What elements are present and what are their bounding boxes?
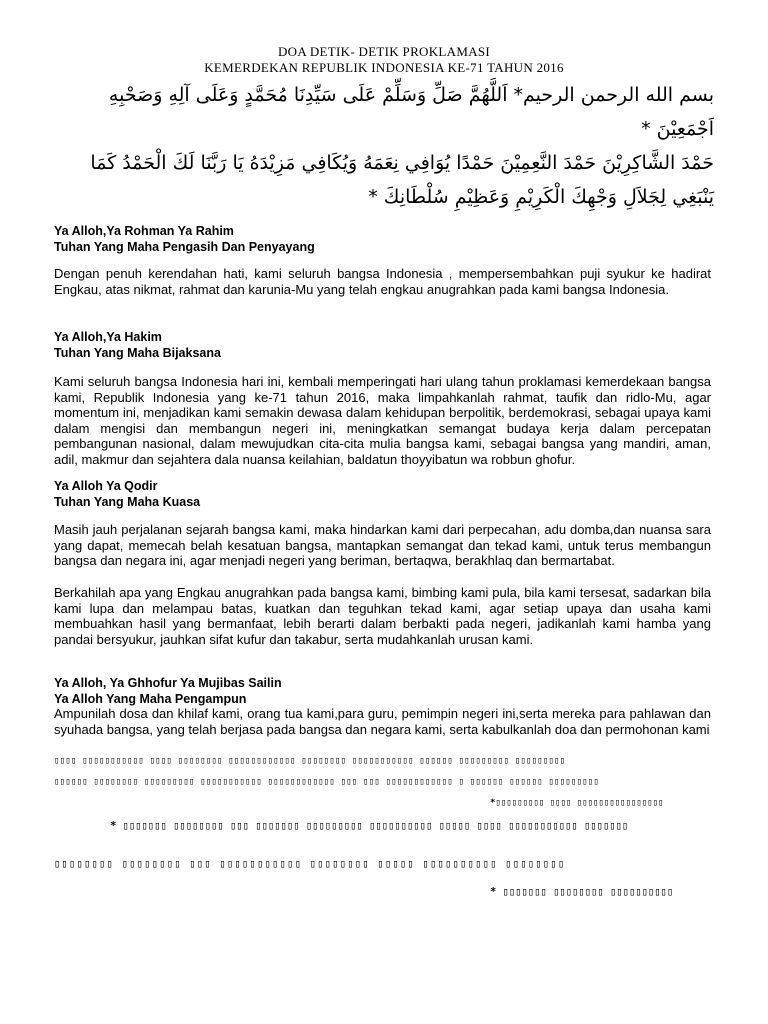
section-4-subheading: Ya Alloh Yang Maha Pengampun: [54, 692, 247, 706]
garbled-text-line-2: ▯▯▯▯▯▯ ▯▯▯▯▯▯▯▯ ▯▯▯▯▯▯▯▯▯ ▯▯▯▯▯▯▯▯▯▯▯ ▯▯▯▯▯▯▯▯▯▯▯▯ ▯▯▯ ▯▯▯ ▯▯▯▯▯▯▯▯▯▯▯▯ ▯ ▯▯▯▯▯▯ ▯▯▯▯▯▯ ▯▯▯▯▯▯▯▯▯: [54, 777, 599, 787]
garbled-text-line-6: * ▯▯▯▯▯▯▯ ▯▯▯▯▯▯▯▯ ▯▯▯▯▯▯▯▯▯▯: [490, 886, 674, 898]
document-title-line-2: KEMERDEKAN REPUBLIK INDONESIA KE-71 TAHUN 2016: [204, 60, 564, 75]
section-1-subheading: Tuhan Yang Maha Pengasih Dan Penyayang: [54, 240, 315, 254]
arabic-line-1: بسم الله الرحمن الرحيم* اَللَّهُمَّ صَلِّ وَسَلِّمْ عَلَى سَيِّدِنَا مُحَمَّدٍ وَعَلَى آلِهِ وَصَحْبِهِ: [108, 84, 714, 106]
section-3-subheading: Tuhan Yang Maha Kuasa: [54, 495, 201, 509]
section-3-paragraph-2: Berkahilah apa yang Engkau anugrahkan pada bangsa kami, bimbing kami pula, bila kami tersesat, sadarkan bila kami lupa dan melampau batas, kuatkan dan teguhkan tekad kami, agar setiap upaya dan usaha kami membuahkan hasil yang bermanfaat, lebih berarti dalam berbakti pada negeri, jadikanlah kami hamba yang pandai bersyukur, jauhkan sifat kufur dan takabur, serta mudahkanlah urusan kami.: [54, 585, 711, 647]
section-2-subheading: Tuhan Yang Maha Bijaksana: [54, 346, 221, 360]
garbled-text-line-4: * ▯▯▯▯▯▯▯ ▯▯▯▯▯▯▯▯ ▯▯▯ ▯▯▯▯▯▯▯ ▯▯▯▯▯▯▯▯▯ ▯▯▯▯▯▯▯▯▯▯ ▯▯▯▯▯ ▯▯▯▯ ▯▯▯▯▯▯▯▯▯▯▯ ▯▯▯▯▯▯▯: [110, 820, 629, 832]
section-3-paragraph-1: Masih jauh perjalanan sejarah bangsa kami, maka hindarkan kami dari perpecahan, adu domba,dan nuansa sara yang dapat, memecah belah kesatuan bangsa, mantapkan semangat dan tekad kami, untuk terus membangun bangsa dan negara ini, agar menjadi negeri yang beriman, bertaqwa, berakhlaq dan bermartabat.: [54, 522, 711, 569]
garbled-text-line-3: *▯▯▯▯▯▯▯▯▯ ▯▯▯▯ ▯▯▯▯▯▯▯▯▯▯▯▯▯▯▯▯: [490, 798, 664, 808]
section-2-paragraph: Kami seluruh bangsa Indonesia hari ini, kembali memperingati hari ulang tahun proklamasi kemerdekaan bangsa kami, Republik Indonesia yang ke-71 tahun 2016, maka limpahkanlah rahmat, taufik dan ridlo-Mu, agar momentum ini, menjadikan kami semakin dewasa dalam kehidupan berpolitik, berdemokrasi, sebagai upaya kami dalam mengisi dan membangun negeri ini, meningkatkan semangat budaya kerja dalam percepatan pembangunan nasional, dalam mewujudkan cita-cita mulia bangsa kami, sebagai bangsa yang mandiri, aman, adil, makmur dan sejahtera dala nuansa keilahian, baldatun thoyyibatun wa robbun ghofur.: [54, 374, 711, 467]
section-4-heading: Ya Alloh, Ya Ghhofur Ya Mujibas Sailin: [54, 676, 282, 690]
section-4-paragraph: Ampunilah dosa dan khilaf kami, orang tua kami,para guru, pemimpin negeri ini,serta mereka para pahlawan dan syuhada bangsa, yang telah berjasa pada bangsa dan negara kami, serta kabulkanlah doa dan permohonan kami: [54, 706, 711, 737]
garbled-text-line-5: ▯▯▯▯▯▯▯▯ ▯▯▯▯▯▯▯▯ ▯▯▯ ▯▯▯▯▯▯▯▯▯▯▯ ▯▯▯▯▯▯▯▯ ▯▯▯▯▯ ▯▯▯▯▯▯▯▯▯▯ ▯▯▯▯▯▯▯▯: [54, 858, 566, 870]
section-3-heading: Ya Alloh Ya Qodir: [54, 479, 158, 493]
arabic-line-3: حَمْدَ الشَّاكِرِيْنَ حَمْدَ النَّعِمِيْنَ حَمْدًا يُوَافِي نِعَمَهُ وَيُكَافِي مَزِيْدَهُ يَا رَبَّنَا لَكَ الْحَمْدُ كَمَا: [90, 152, 714, 174]
section-2-heading: Ya Alloh,Ya Hakim: [54, 330, 162, 344]
garbled-text-line-1: ▯▯▯▯ ▯▯▯▯▯▯▯▯▯▯▯ ▯▯▯▯ ▯▯▯▯▯▯▯▯ ▯▯▯▯▯▯▯▯▯▯▯▯ ▯▯▯▯▯▯▯▯ ▯▯▯▯▯▯▯▯▯▯▯ ▯▯▯▯▯▯ ▯▯▯▯▯▯▯▯▯ ▯▯▯▯▯▯▯▯▯: [54, 756, 566, 766]
document-title-line-1: DOA DETIK- DETIK PROKLAMASI: [277, 44, 491, 59]
section-1-heading: Ya Alloh,Ya Rohman Ya Rahim: [54, 224, 234, 238]
arabic-line-4: يَنْبَغِي لِجَلاَلِ وَجْهِكَ الْكَرِيْمِ وَعَظِيْمِ سُلْطَانِكَ *: [368, 186, 714, 208]
arabic-line-2: اَجْمَعِيْنَ *: [641, 118, 714, 140]
section-1-paragraph: Dengan penuh kerendahan hati, kami seluruh bangsa Indonesia , mempersembahkan puji syukur ke hadirat Engkau, atas nikmat, rahmat dan karunia-Mu yang telah engkau anugrahkan pada kami bangsa Indonesia.: [54, 266, 711, 297]
